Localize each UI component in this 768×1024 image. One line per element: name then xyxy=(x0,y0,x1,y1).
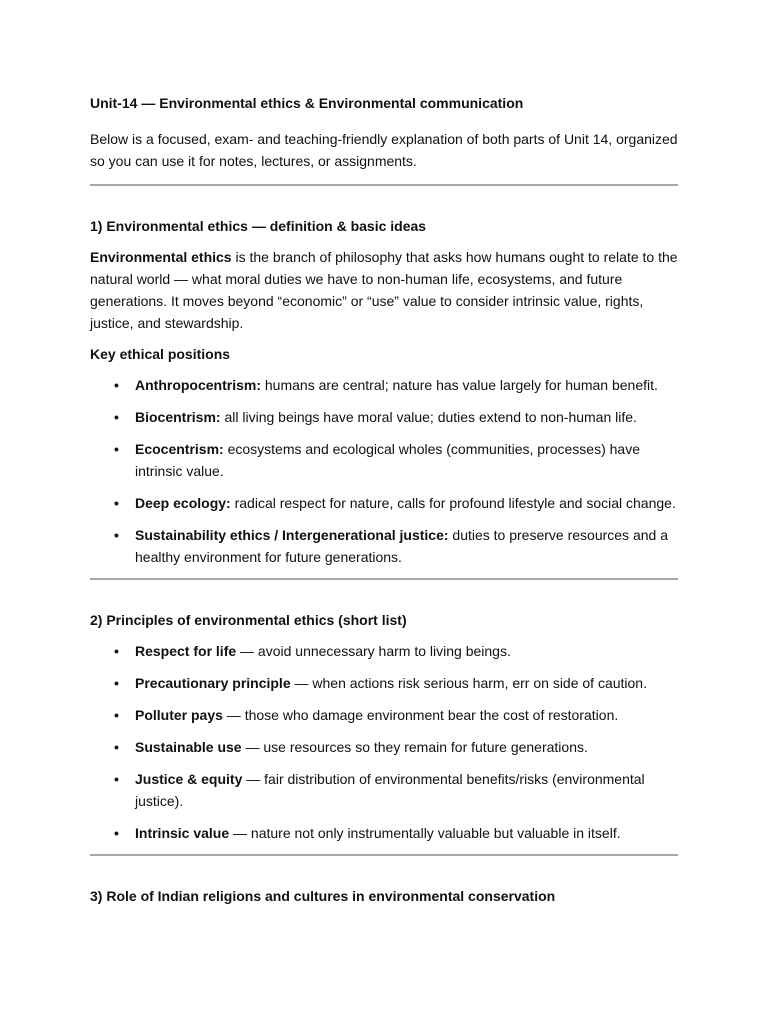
item-term: Intrinsic value xyxy=(135,825,230,841)
item-term: Anthropocentrism: xyxy=(135,377,261,393)
section-1-heading: 1) Environmental ethics — definition & basic ideas xyxy=(90,218,427,234)
list-item xyxy=(135,438,678,482)
intro-paragraph: Below is a focused, exam- and teaching-friendly explanation of both parts of Unit 14, organized so you can use it for notes, lectures, or assignments. xyxy=(90,131,678,169)
item-text: all living beings have moral value; duties extend to non-human life. xyxy=(220,409,637,425)
item-term: Sustainability ethics / Intergenerational justice: xyxy=(135,527,449,543)
item-term: Polluter pays xyxy=(135,707,223,723)
item-term: Ecocentrism: xyxy=(135,441,224,457)
item-text: — those who damage environment bear the cost of restoration. xyxy=(222,707,619,723)
principles-list xyxy=(90,640,678,844)
item-term: Deep ecology: xyxy=(135,495,231,511)
section-divider xyxy=(90,578,678,580)
list-item xyxy=(135,704,678,726)
section-3-heading: 3) Role of Indian religions and cultures in environmental conservation xyxy=(90,888,556,904)
list-item xyxy=(135,822,678,844)
item-text: humans are central; nature has value largely for human benefit. xyxy=(261,377,658,393)
list-item xyxy=(135,768,678,812)
item-term: Sustainable use xyxy=(135,739,242,755)
item-text: — use resources so they remain for future generations. xyxy=(241,739,588,755)
list-item xyxy=(135,374,678,396)
item-text: — when actions risk serious harm, err on side of caution. xyxy=(290,675,647,691)
item-text: — avoid unnecessary harm to living beings. xyxy=(236,643,511,659)
item-term: Biocentrism: xyxy=(135,409,221,425)
section-divider xyxy=(90,184,678,186)
list-item xyxy=(135,492,678,514)
definition-text: is the branch of philosophy that asks how humans ought to relate to the natural world — what moral duties we have to non-human life, ecosystems, and future generations. It moves beyond “economic” or “use” value to consider intrinsic value, rights, justice, and stewardship. xyxy=(90,249,678,331)
section-divider xyxy=(90,854,678,856)
item-term: Respect for life xyxy=(135,643,237,659)
item-term: Precautionary principle xyxy=(135,675,291,691)
list-item xyxy=(135,640,678,662)
list-item xyxy=(135,672,678,694)
item-text: duties to preserve resources and a healthy environment for future generations. xyxy=(135,527,668,565)
item-text: radical respect for nature, calls for profound lifestyle and social change. xyxy=(230,495,676,511)
list-item xyxy=(135,736,678,758)
definition-term: Environmental ethics xyxy=(90,249,232,265)
list-item xyxy=(135,406,678,428)
item-text: ecosystems and ecological wholes (communities, processes) have intrinsic value. xyxy=(135,441,640,479)
document-title: Unit-14 — Environmental ethics & Environmental communication xyxy=(90,95,524,111)
definition-paragraph xyxy=(90,246,678,334)
key-positions-subheading: Key ethical positions xyxy=(90,346,231,362)
section-2-heading: 2) Principles of environmental ethics (short list) xyxy=(90,612,407,628)
list-item xyxy=(135,524,678,568)
ethical-positions-list xyxy=(90,374,678,568)
item-text: — fair distribution of environmental benefits/risks (environmental justice). xyxy=(135,771,645,809)
item-text: — nature not only instrumentally valuable but valuable in itself. xyxy=(229,825,621,841)
item-term: Justice & equity xyxy=(135,771,243,787)
